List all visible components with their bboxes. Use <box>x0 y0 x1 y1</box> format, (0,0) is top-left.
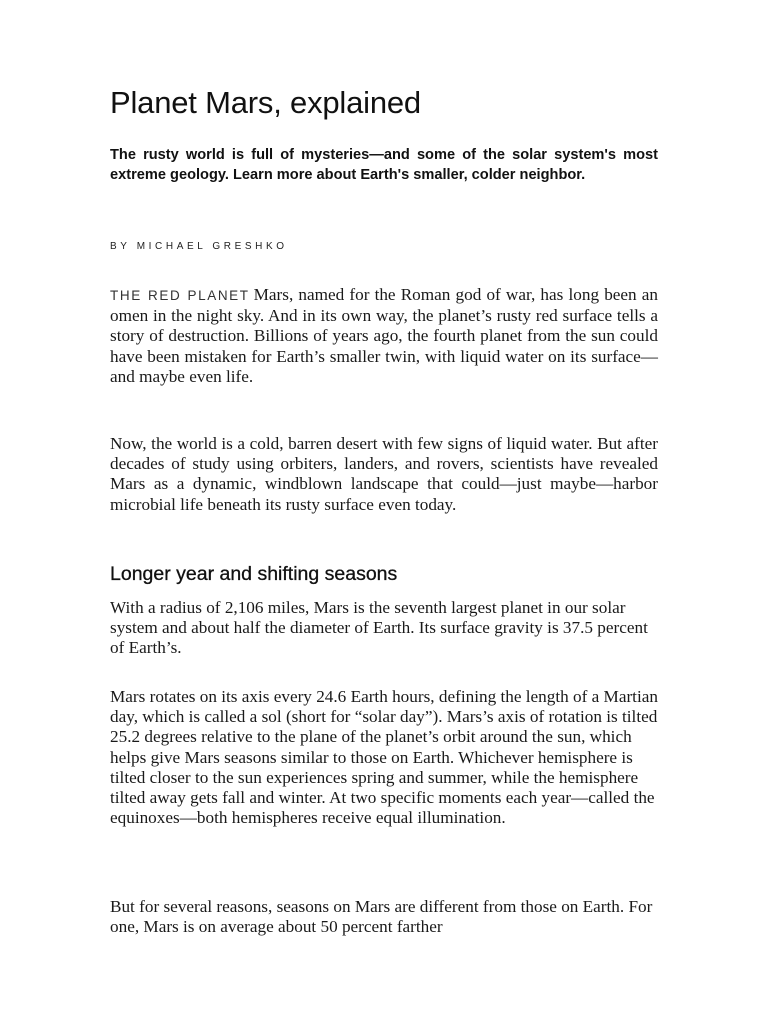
paragraph: But for several reasons, seasons on Mars are different from those on Earth. For one, Mars is on average about 50 percent farther <box>110 897 653 937</box>
section-heading: Longer year and shifting seasons <box>110 563 398 585</box>
article-dek: The rusty world is full of mysteries—and some of the solar system's most extreme geology. Learn more about Earth's smaller, colder neighbor. <box>110 147 658 183</box>
paragraph: Mars rotates on its axis every 24.6 Earth hours, defining the length of a Martian day, which is called a sol (short for “solar day”). Mars’s axis of rotation is tilted 25.2 degrees relative to the plane of the planet’s orbit around the sun, which helps give Mars seasons similar to those on Earth. Whichever hemisphere is tilted closer to the sun experiences spring and summer, while the hemisphere tilted away gets fall and winter. At two specific moments each year—called the equinoxes—both hemispheres receive equal illumination. <box>110 687 658 828</box>
article-title: Planet Mars, explained <box>110 85 421 120</box>
paragraph-text: Mars, named for the Roman god of war, has long been an omen in the night sky. And in its own way, the planet’s rusty red surface tells a story of destruction. Billions of years ago, the fourth planet from the sun could have been mistaken for Earth’s smaller twin, with liquid water on its surface—and maybe even life. <box>110 285 659 386</box>
paragraph: With a radius of 2,106 miles, Mars is the seventh largest planet in our solar system and about half the diameter of Earth. Its surface gravity is 37.5 percent of Earth’s. <box>110 598 648 658</box>
kicker-label: THE RED PLANET <box>110 288 250 303</box>
paragraph: Now, the world is a cold, barren desert with few signs of liquid water. But after decades of study using orbiters, landers, and rovers, scientists have revealed Mars as a dynamic, windblown landscape that could—just maybe—harbor microbial life beneath its rusty surface even today. <box>110 434 658 514</box>
byline: BY MICHAEL GRESHKO <box>110 241 288 252</box>
paragraph-intro <box>110 285 658 387</box>
